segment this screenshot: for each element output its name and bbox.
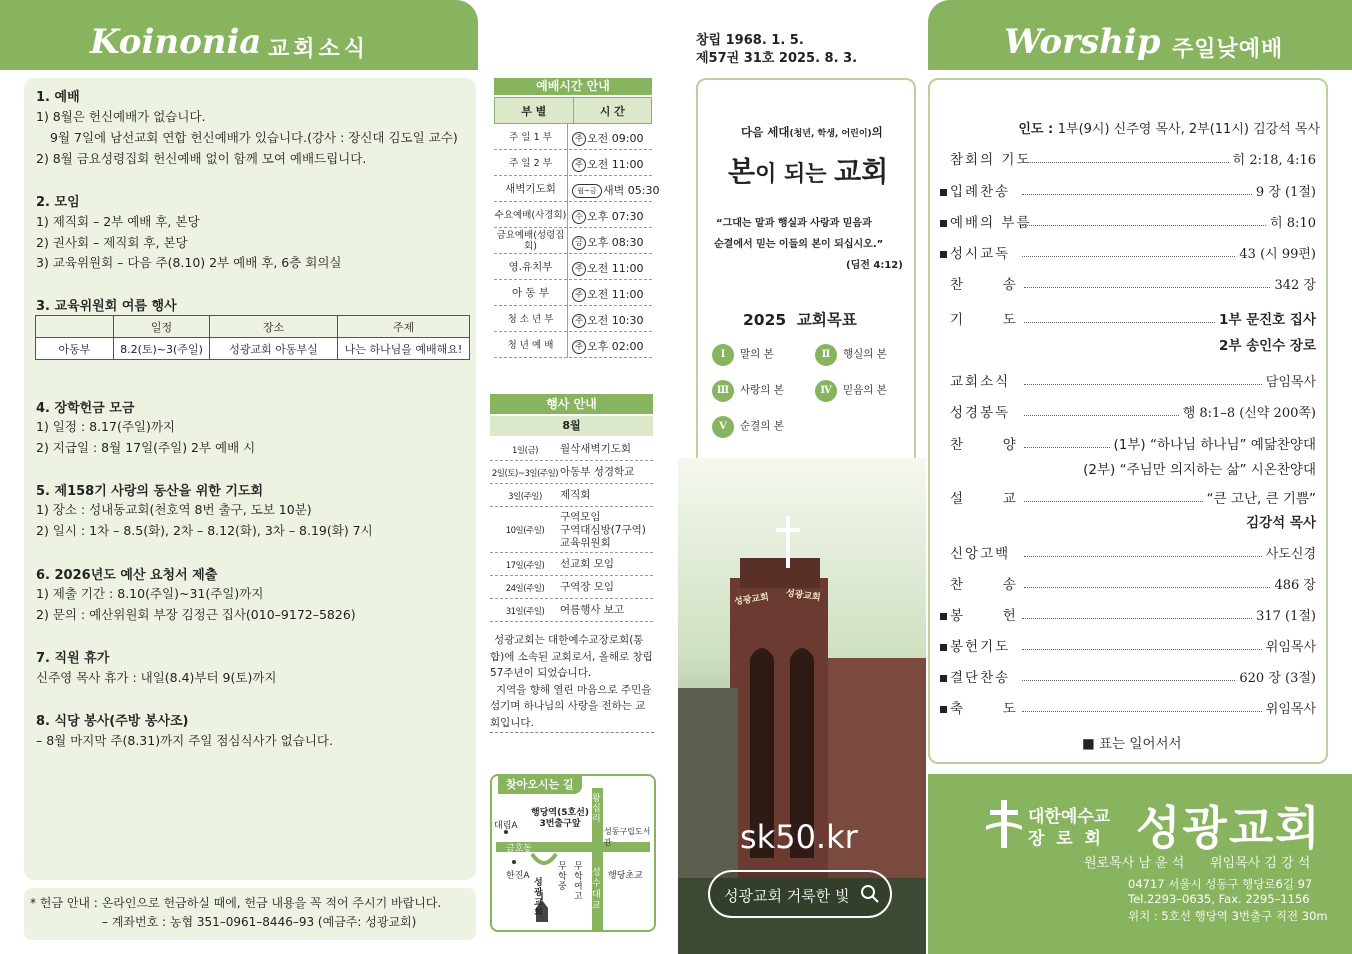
- service-name: 청 년 예 배: [494, 332, 568, 358]
- event-name: [560, 553, 614, 576]
- day-mark-icon: 주: [572, 158, 586, 172]
- stand-marker-icon: [940, 251, 947, 258]
- worship-item-label: [940, 180, 1018, 200]
- service-time-value: 오후 07:30: [587, 210, 644, 223]
- event-name: [560, 507, 646, 553]
- table-header: [36, 316, 114, 338]
- emeritus-pastor: 원로목사 남 윤 석: [1084, 856, 1185, 871]
- news-title-kitchen: 8. 식당 봉사(주방 봉사조): [36, 714, 189, 729]
- worship-item-label: [950, 542, 1020, 562]
- leader-dots: [1024, 556, 1262, 557]
- goal-item: [815, 380, 887, 402]
- worship-item-value: 620 장 (3절): [1239, 671, 1316, 686]
- service-name: 영.유치부: [494, 254, 568, 280]
- goal-item: [712, 380, 784, 402]
- worship-item-value: “큰 고난, 큰 기쁨”: [1206, 491, 1316, 507]
- worship-item-label-text: 입례찬송: [950, 184, 1011, 200]
- worship-item-label: [950, 308, 1020, 328]
- event-row: [490, 599, 653, 622]
- service-name: 새벽기도회: [494, 176, 568, 202]
- service-time-row: [494, 280, 652, 306]
- service-name: 주 일 1 부: [494, 124, 568, 150]
- worship-item-label-text: 찬 송: [950, 577, 1018, 593]
- sermon-preacher: 김강석 목사: [1246, 515, 1316, 531]
- worship-item-label: [950, 401, 1020, 421]
- service-name: 청 소 년 부: [494, 306, 568, 332]
- news-title-meetings: 2. 모임: [36, 195, 80, 210]
- service-time-row: [494, 228, 652, 254]
- service-name: 아 동 부: [494, 280, 568, 306]
- theme-subtitle: [741, 124, 883, 140]
- service-time: [572, 156, 643, 172]
- theme-verse-line: 순결에서 믿는 이들의 본이 되십시오.”: [714, 239, 884, 250]
- prayer-second-service: 2부 송인수 장로: [1218, 338, 1316, 354]
- worship-order-item: [950, 273, 1316, 293]
- worship-item-label-text: 예배의 부름: [950, 215, 1032, 231]
- search-icon: [860, 884, 880, 904]
- service-time: [572, 182, 659, 198]
- worship-order-item: [950, 370, 1316, 390]
- event-date: 17일(주일): [505, 560, 545, 571]
- event-name-line: 교육위원회: [560, 536, 611, 549]
- event-date: 3일(주일): [508, 491, 542, 502]
- website-url[interactable]: sk50.kr: [740, 818, 858, 856]
- worship-item-value: 사도신경: [1265, 547, 1316, 562]
- worship-item-label-text: 설 교: [950, 491, 1018, 507]
- offering-account-line: – 계좌번호 : 농협 351–0961–8446–93 (예금주: 성광교회): [102, 915, 417, 929]
- worship-item-label: [950, 148, 1032, 168]
- service-times-title: 예배시간 안내: [494, 78, 652, 95]
- event-name-line: 구역장 모임: [560, 581, 615, 593]
- leader-dots: [1024, 447, 1110, 448]
- news-title-summer: 3. 교육위원회 여름 행사: [36, 299, 177, 314]
- worship-item-label: [940, 635, 1018, 655]
- offering-note: [24, 888, 476, 940]
- day-mark-icon: 주: [572, 314, 586, 328]
- church-news-panel: [24, 78, 476, 880]
- event-row: [490, 576, 653, 599]
- stand-marker-icon: [940, 644, 947, 651]
- leader-value: 1부(9시) 신주영 목사, 2부(11시) 김강석 목사: [1057, 122, 1320, 137]
- goal-item: [712, 416, 784, 438]
- service-time-value: 오전 09:00: [587, 132, 644, 145]
- worship-item-value: 위임목사: [1265, 702, 1316, 717]
- church-about: [490, 632, 654, 731]
- event-name-line: 월삭새벽기도회: [560, 443, 632, 455]
- event-row: [490, 461, 653, 484]
- day-mark-icon: 금: [572, 236, 586, 250]
- service-time-value: 오전 11:00: [587, 262, 644, 275]
- event-row: [490, 438, 653, 461]
- service-time-value: 오후 02:00: [587, 340, 644, 353]
- leader-dots: [1022, 225, 1266, 226]
- worship-item-value: 1부 문진호 집사: [1218, 312, 1316, 328]
- worship-item-label-text: 봉 헌: [950, 608, 1018, 624]
- event-name: [560, 438, 631, 461]
- event-row: [490, 553, 653, 576]
- theme-title: [728, 150, 888, 190]
- goal-number: Ⅱ: [815, 344, 837, 366]
- worship-order-item: [950, 308, 1316, 328]
- worship-item-value: 9 장 (1절): [1255, 185, 1316, 200]
- event-name: [560, 484, 590, 507]
- worship-item-label: [950, 433, 1020, 453]
- event-name-line: 구역대심방(7구역): [560, 523, 646, 536]
- denomination-line: 장 로 회: [1028, 829, 1101, 849]
- leader-dots: [1024, 162, 1229, 163]
- worship-order-item: [950, 242, 1316, 262]
- worship-order-item: [950, 487, 1316, 507]
- event-name: [560, 461, 634, 484]
- leader-dots: [1024, 287, 1270, 288]
- koinonia-script-title: Koinonia: [90, 22, 262, 62]
- worship-item-label: [940, 211, 1032, 231]
- table-cell: 8.2(토)~3(주일): [114, 338, 210, 360]
- news-title-worship: 1. 예배: [36, 90, 80, 105]
- worship-order-item: [950, 180, 1316, 200]
- table-header: 일정: [114, 316, 210, 338]
- worship-item-label-text: 신앙고백: [950, 546, 1011, 562]
- worship-item-label: [940, 697, 1018, 717]
- service-times-table: [494, 97, 652, 124]
- service-name: 금요예배(성령집회): [494, 228, 568, 254]
- news-title-scholarship: 4. 장학헌금 모금: [36, 401, 135, 416]
- praise-second-service: (2부) “주님만 의지하는 삶” 시온찬양대: [1083, 462, 1316, 478]
- worship-order-item: [950, 433, 1316, 453]
- service-time-row: [494, 176, 660, 202]
- leader-dots: [1022, 618, 1252, 619]
- day-mark-icon: 주: [572, 262, 586, 276]
- directions-map: [490, 774, 656, 932]
- news-line: 9월 7일에 남선교회 연합 헌신예배가 있습니다.(강사 : 장신대 김도일 교수): [50, 130, 458, 145]
- leader-dots: [1024, 587, 1270, 588]
- worship-item-label: [950, 273, 1020, 293]
- news-title-prayer: 5. 제158기 사랑의 동산을 위한 기도회: [36, 484, 264, 499]
- worship-order-item: [950, 148, 1316, 168]
- event-name-line: 여름행사 보고: [560, 604, 625, 616]
- map-label: 성동구립도서관: [604, 827, 651, 847]
- news-line: 1) 8월은 헌신예배가 없습니다.: [36, 109, 206, 124]
- service-name: 주 일 2 부: [494, 150, 568, 176]
- goal-item: [815, 344, 887, 366]
- service-time-value: 오전 11:00: [587, 158, 644, 171]
- news-title-budget: 6. 2026년도 예산 요청서 제출: [36, 568, 218, 583]
- news-line: 2) 문의 : 예산위원회 부장 김정근 집사(010–9172–5826): [36, 607, 356, 622]
- event-date: 1일(금): [512, 445, 538, 456]
- church-news-title: 교회소식: [268, 37, 370, 62]
- event-date: 31일(주일): [505, 606, 545, 617]
- table-header: 부 별: [495, 98, 574, 124]
- goal-number: Ⅴ: [712, 416, 734, 438]
- events-title: 행사 안내: [490, 394, 653, 414]
- service-time-row: [494, 254, 652, 280]
- events-month: 8월: [490, 416, 653, 436]
- goal-label: 사랑의 본: [740, 384, 784, 396]
- map-label: 무학중: [558, 862, 567, 892]
- worship-item-label-text: 찬 송: [950, 277, 1018, 293]
- worship-item-label-text: 교회소식: [950, 374, 1011, 390]
- goal-label: 믿음의 본: [843, 384, 887, 396]
- service-name: 수요예배(사경회): [494, 202, 568, 228]
- goal-label: 행실의 본: [843, 348, 887, 360]
- day-mark-icon: 주: [572, 132, 586, 146]
- website-search-text: 성광교회 거룩한 빛: [724, 887, 850, 905]
- day-mark-icon: 수: [572, 210, 586, 224]
- website-search-box[interactable]: [708, 870, 892, 918]
- goals-title: 2025 교회목표: [743, 311, 857, 329]
- map-label: 왕십리: [592, 794, 601, 824]
- map-label: 행당역(5호선) 3번출구앞: [531, 808, 589, 829]
- worship-order-item: [950, 697, 1316, 717]
- koinonia-header: [0, 0, 478, 70]
- church-sign-text: 성광교회: [785, 588, 822, 604]
- stand-marker-icon: [940, 613, 947, 620]
- news-line: 2) 8월 금요성령집회 헌신예배 없이 함께 모여 예배드립니다.: [36, 151, 367, 166]
- service-time-row: [494, 306, 652, 332]
- stand-marker-icon: [940, 220, 947, 227]
- worship-title: 주일낮예배: [1172, 37, 1284, 62]
- education-schedule-table: [35, 315, 470, 360]
- table-header: 주제: [338, 316, 470, 338]
- offering-note-line: * 헌금 안내 : 온라인으로 헌금하실 때에, 헌금 내용을 꼭 적어 주시기 바랍니다.: [30, 896, 442, 910]
- church-name: 성광교회: [1136, 801, 1322, 855]
- news-line: 1) 장소 : 성내동교회(천호역 8번 출구, 도보 10분): [36, 502, 312, 517]
- about-divider: [490, 732, 654, 733]
- service-time: [572, 234, 643, 250]
- event-date: 24일(주일): [505, 583, 545, 594]
- theme-pre: 다음 세대: [741, 125, 790, 139]
- service-time-value: 새벽 05:30: [603, 184, 660, 197]
- service-time: [572, 338, 643, 354]
- leader-dots: [1022, 649, 1262, 650]
- service-time: [572, 260, 643, 276]
- worship-item-value: 담임목사: [1265, 375, 1316, 390]
- map-label: 성수대교: [592, 868, 601, 911]
- news-line: – 8월 마지막 주(8.31)까지 주일 점심식사가 없습니다.: [36, 733, 333, 748]
- event-name: [560, 576, 614, 599]
- service-time: [572, 286, 643, 302]
- denomination-line: 대한예수교: [1028, 807, 1111, 827]
- worship-item-label: [950, 573, 1020, 593]
- news-line: 1) 제출 기간 : 8.10(주일)~31(주일)까지: [36, 586, 264, 601]
- about-paragraph: 지역을 향해 열린 마음으로 주민을 섬기며 하나님의 사랑을 전하는 교회입니다.: [490, 683, 652, 729]
- church-location: 위치 : 5호선 행당역 3번출구 직전 30m: [1128, 909, 1328, 923]
- news-line: 3) 교육위원회 – 다음 주(8.10) 2부 예배 후, 6층 회의실: [36, 255, 342, 270]
- table-cell: 아동부: [36, 338, 114, 360]
- news-line: 신주영 목사 휴가 : 내일(8.4)부터 9(토)까지: [36, 670, 277, 685]
- service-time-row: [494, 124, 652, 150]
- church-logo-icon: [986, 800, 1022, 848]
- founded-date: 창립 1968. 1. 5.: [696, 33, 804, 48]
- service-time-row: [494, 332, 652, 358]
- leader-dots: [1024, 415, 1179, 416]
- worship-item-label-text: 성경봉독: [950, 405, 1011, 421]
- worship-item-value: 위임목사: [1265, 640, 1316, 655]
- leader-dots: [1022, 194, 1252, 195]
- leader-dots: [1022, 711, 1262, 712]
- map-label: 행당초교: [608, 871, 643, 881]
- map-label: 대림A: [494, 821, 518, 831]
- worship-item-value: 486 장: [1274, 578, 1316, 593]
- worship-item-value: 히 2:18, 4:16: [1232, 153, 1316, 168]
- event-name-line: 구역모임: [560, 510, 601, 523]
- news-line: 1) 일정 : 8.17(주일)까지: [36, 419, 175, 434]
- theme-main-1: 본: [728, 155, 756, 188]
- event-row: [490, 484, 653, 507]
- issue-info: [696, 32, 857, 68]
- leader-dots: [1024, 501, 1203, 502]
- event-name-line: 선교회 모임: [560, 558, 615, 570]
- worship-item-label: [950, 370, 1020, 390]
- map-title: 찾아오시는 길: [498, 774, 582, 794]
- service-time: [572, 312, 643, 328]
- worship-order-item: [950, 604, 1316, 624]
- worship-item-value: 317 (1절): [1256, 609, 1316, 624]
- event-name-line: 제직회: [560, 489, 591, 501]
- leader-dots: [1024, 384, 1262, 385]
- church-footer: [928, 774, 1352, 954]
- table-cell: 나는 하나님을 예배해요!: [338, 338, 470, 360]
- worship-item-label-text: 성시교독: [950, 246, 1011, 262]
- stand-marker-icon: [940, 706, 947, 713]
- goal-label: 말의 본: [740, 348, 774, 360]
- worship-item-value: (1부) “하나님 하나님” 예닮찬양대: [1113, 437, 1316, 453]
- worship-item-label: [940, 666, 1018, 686]
- event-date: 2일(토)~3일(주일): [491, 468, 559, 479]
- church-address: 04717 서울시 성동구 행당로6길 97: [1128, 877, 1313, 891]
- service-time-value: 오전 10:30: [587, 314, 644, 327]
- worship-leader: [1018, 118, 1320, 137]
- event-name-line: 아동부 성경학교: [560, 466, 635, 478]
- worship-item-value: 히 8:10: [1270, 216, 1316, 231]
- event-row: [490, 507, 653, 553]
- map-label: 무학여고: [574, 862, 583, 902]
- theme-pre-small: (청년, 학생, 어린이): [789, 129, 872, 139]
- stand-marker-icon: [940, 675, 947, 682]
- worship-item-value: 행 8:1–8 (신약 200쪽): [1182, 406, 1316, 421]
- leader-dots: [1024, 322, 1215, 323]
- worship-script-title: Worship: [1004, 22, 1161, 62]
- worship-item-label-text: 봉헌기도: [950, 639, 1011, 655]
- service-time-row: [494, 150, 652, 176]
- worship-item-label: [950, 487, 1020, 507]
- worship-item-value: 43 (시 99편): [1239, 247, 1316, 262]
- map-label: 금호동: [506, 844, 533, 854]
- goal-number: Ⅳ: [815, 380, 837, 402]
- issue-volume: 제57권 31호 2025. 8. 3.: [696, 51, 858, 66]
- worship-item-label: [940, 604, 1018, 624]
- event-name: [560, 599, 624, 622]
- table-cell: 성광교회 아동부실: [210, 338, 338, 360]
- worship-item-label-text: 찬 양: [950, 437, 1018, 453]
- worship-item-label: [940, 242, 1018, 262]
- worship-header: [928, 0, 1352, 70]
- worship-order-item: [950, 401, 1316, 421]
- event-date: 10일(주일): [505, 526, 545, 536]
- worship-item-value: 342 장: [1274, 278, 1316, 293]
- stand-marker-icon: [940, 189, 947, 196]
- stand-note: ■ 표는 일어서서: [1082, 736, 1182, 752]
- day-mark-icon: 월~금: [572, 184, 602, 198]
- theme-main-3: 교회: [834, 155, 889, 188]
- leader-label: 인도 :: [1018, 122, 1058, 137]
- worship-order-item: [950, 211, 1316, 231]
- news-line: 1) 제직회 – 2부 예배 후, 본당: [36, 214, 200, 229]
- worship-item-label-text: 참회의 기도: [950, 152, 1032, 168]
- worship-item-label-text: 결단찬송: [950, 670, 1011, 686]
- goal-label: 순결의 본: [740, 420, 784, 432]
- service-time: [572, 208, 643, 224]
- service-time-row: [494, 202, 652, 228]
- map-label: 성광교회: [534, 878, 543, 918]
- leader-dots: [1022, 256, 1235, 257]
- worship-item-label-text: 축 도: [950, 701, 1018, 717]
- theme-verse-line: “그대는 말과 행실과 사랑과 믿음과: [716, 218, 872, 229]
- goal-item: [712, 344, 774, 366]
- day-mark-icon: 주: [572, 340, 586, 354]
- theme-verse-ref: (딤전 4:12): [846, 260, 903, 271]
- news-line: 2) 일시 : 1차 – 8.5(화), 2차 – 8.12(화), 3차 – 8.19(화) 7시: [36, 523, 373, 538]
- worship-order-item: [950, 542, 1316, 562]
- table-header: 시 간: [573, 98, 652, 124]
- goal-number: Ⅲ: [712, 380, 734, 402]
- about-paragraph: 성광교회는 대한예수교장로회(통합)에 소속된 교회로서, 올해로 창립 57주년이 되었습니다.: [490, 634, 653, 679]
- map-label: 한진A: [506, 871, 530, 881]
- church-tel: Tel.2293–0635, Fax. 2295–1156: [1128, 892, 1310, 906]
- church-sign-text: 성광교회: [733, 592, 770, 608]
- table-header: 장소: [210, 316, 338, 338]
- goal-number: Ⅰ: [712, 344, 734, 366]
- day-mark-icon: 주: [572, 288, 586, 302]
- news-line: 2) 권사회 – 제직회 후, 본당: [36, 235, 188, 250]
- theme-pre-end: 의: [871, 125, 883, 139]
- worship-order-item: [950, 666, 1316, 686]
- worship-order-item: [950, 635, 1316, 655]
- service-time-value: 오후 08:30: [587, 236, 644, 249]
- service-time: [572, 130, 643, 146]
- theme-main-2: 이 되는: [755, 162, 835, 187]
- worship-order-item: [950, 573, 1316, 593]
- senior-pastor: 위임목사 김 강 석: [1210, 856, 1311, 871]
- worship-item-label-text: 기 도: [950, 312, 1018, 328]
- service-time-value: 오전 11:00: [587, 288, 644, 301]
- leader-dots: [1022, 680, 1235, 681]
- news-line: 2) 지급일 : 8월 17일(주일) 2부 예배 시: [36, 440, 256, 455]
- news-title-vacation: 7. 직원 휴가: [36, 651, 110, 666]
